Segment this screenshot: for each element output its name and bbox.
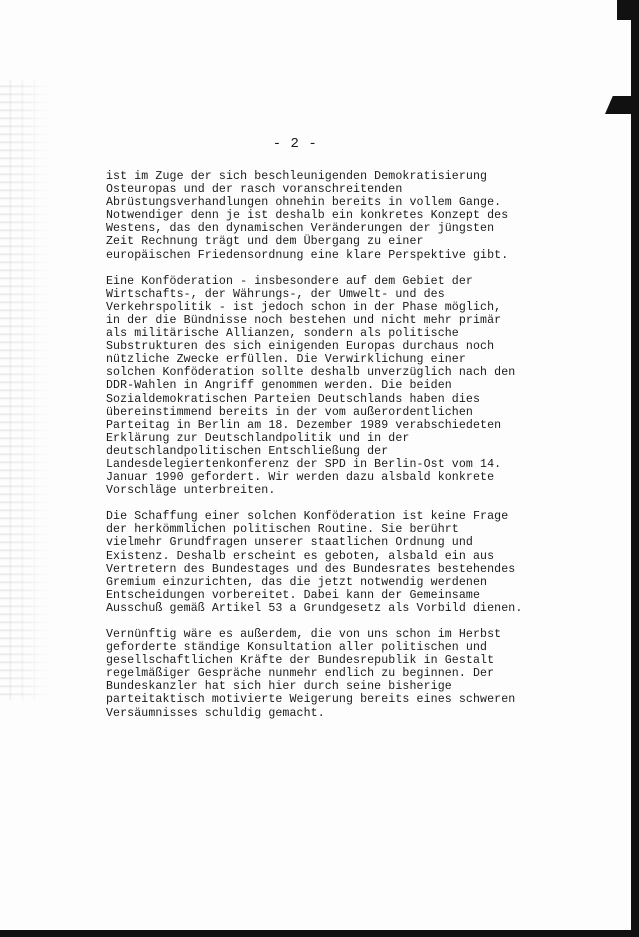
text-line: solchen Konföderation sollte deshalb unverzüglich nach den [106, 366, 516, 380]
text-line: parteitaktisch motivierte Weigerung bereits eines schweren [106, 693, 516, 707]
scan-border-bottom [0, 930, 639, 937]
text-line: Sozialdemokratischen Parteien Deutschlands haben dies [106, 392, 481, 406]
scan-border-right [631, 0, 639, 937]
text-line: Versäumnisses schuldig gemacht. [106, 706, 325, 720]
text-line: geforderte ständige Konsultation aller politischen und [106, 641, 488, 655]
text-line: Substrukturen des sich einigenden Europas durchaus noch [106, 340, 495, 354]
text-line: Januar 1990 gefordert. Wir werden dazu alsbald konkrete [106, 471, 495, 485]
text-line: Bundeskanzler hat sich hier durch seine bisherige [106, 680, 452, 694]
text-line: Notwendiger denn je ist deshalb ein konkretes Konzept des [106, 209, 509, 223]
paragraph-1 [106, 170, 526, 262]
text-line: Gremium einzurichten, das die jetzt notwendig werdenen [106, 575, 488, 589]
paragraph-3 [106, 510, 526, 615]
text-line: Existenz. Deshalb erscheint es geboten, alsbald ein aus [106, 549, 495, 563]
text-line: deutschlandpolitischen Entschließung der [106, 444, 389, 458]
text-line: DDR-Wahlen in Angriff genommen werden. Die beiden [106, 379, 452, 393]
paragraph-4 [106, 628, 526, 720]
text-line: Ausschuß gemäß Artikel 53 a Grundgesetz als Vorbild dienen. [106, 601, 523, 615]
text-line: Vernünftig wäre es außerdem, die von uns schon im Herbst [106, 628, 502, 641]
body-text [106, 170, 526, 733]
text-line: Eine Konföderation - insbesondere auf dem Gebiet der [106, 274, 473, 288]
text-line: Osteuropas und der rasch voranschreitenden [106, 183, 403, 197]
text-line: Wirtschafts-, der Währungs-, der Umwelt- und des [106, 287, 445, 301]
text-line: nützliche Zwecke erfüllen. Die Verwirklichung einer [106, 353, 466, 367]
text-line: Verkehrspolitik - ist jedoch schon in der Phase möglich, [106, 300, 502, 314]
text-line: Vertretern des Bundestages und des Bundesrates bestehendes [106, 562, 516, 576]
text-line: Erklärung zur Deutschlandpolitik und in der [106, 431, 410, 445]
text-line: Zeit Rechnung trägt und dem Übergang zu einer [106, 235, 424, 249]
scan-edge-mark [605, 96, 631, 114]
text-line: Parteitag in Berlin am 18. Dezember 1989 verabschiedeten [106, 418, 502, 432]
scan-edge-noise [0, 80, 52, 700]
text-line: europäischen Friedensordnung eine klare Perspektive gibt. [106, 248, 509, 262]
page-number: - 2 - [272, 136, 318, 152]
text-line: regelmäßiger Gespräche nunmehr endlich zu beginnen. Der [106, 667, 495, 681]
text-line: gesellschaftlichen Kräfte der Bundesrepublik in Gestalt [106, 654, 495, 668]
text-line: Landesdelegiertenkonferenz der SPD in Berlin-Ost vom 14. [106, 457, 502, 471]
text-line: Vorschläge unterbreiten. [106, 484, 276, 498]
text-line: übereinstimmend bereits in der vom außerordentlichen [106, 405, 473, 419]
text-line: in der die Bündnisse noch bestehen und nicht mehr primär [106, 313, 502, 327]
text-line: Die Schaffung einer solchen Konföderation ist keine Frage [106, 510, 509, 524]
scan-corner-mark [617, 0, 631, 20]
paragraph-2 [106, 275, 526, 498]
text-line: vielmehr Grundfragen unserer staatlichen Ordnung und [106, 536, 473, 550]
text-line: Westens, das den dynamischen Veränderungen der jüngsten [106, 222, 495, 236]
text-line: Entscheidungen vorbereitet. Dabei kann der Gemeinsame [106, 588, 481, 602]
text-line: ist im Zuge der sich beschleunigenden Demokratisierung [106, 170, 488, 183]
text-line: als militärische Allianzen, sondern als politische [106, 327, 459, 341]
text-line: Abrüstungsverhandlungen ohnehin bereits in vollem Gange. [106, 196, 502, 210]
text-line: der herkömmlichen politischen Routine. Sie berührt [106, 523, 459, 537]
